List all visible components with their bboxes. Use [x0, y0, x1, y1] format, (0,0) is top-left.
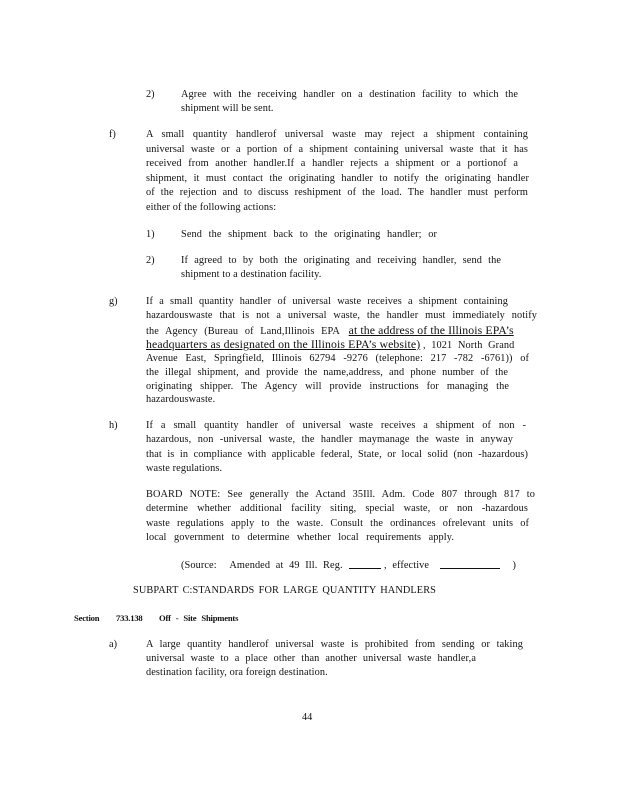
section-number: 733.138 — [116, 613, 143, 623]
item-g-line-4 — [146, 337, 514, 353]
item-g-line-6: the illegal shipment, and provide the name,address, and phone number of the — [146, 367, 508, 378]
item-f-line-1: A small quantity handlerof universal waste may reject a shipment containing — [146, 129, 528, 140]
item-label-f: f) — [109, 129, 116, 140]
subpart-heading: SUBPART C:STANDARDS FOR LARGE QUANTITY HANDLERS — [133, 585, 436, 596]
inserted-text-epa-address: at the address of the Illinois EPA’s — [348, 323, 514, 337]
item-label-2: 2) — [146, 89, 155, 100]
board-note-line-2: determine whether additional facility siting, special waste, or non -hazardous — [146, 503, 528, 514]
item-f-sub-2-line-1: If agreed to by both the originating and receiving handler, send the — [181, 255, 501, 266]
source-effective: , effective — [384, 560, 430, 571]
item-f-line-6: either of the following actions: — [146, 202, 277, 213]
item-h-line-2: hazardous, non -universal waste, the handler maymanage the waste in anyway — [146, 434, 513, 445]
source-prefix: (Source: — [181, 560, 217, 571]
inserted-text-epa-website: headquarters as designated on the Illinois EPA’s website) — [146, 337, 421, 351]
item-a-line-3: destination facility, ora foreign destination. — [146, 667, 328, 678]
item-a-line-2: universal waste to a place other than another universal waste handler,a — [146, 653, 476, 664]
item-f-sub-2-line-2: shipment to a destination facility. — [181, 269, 322, 280]
source-note — [181, 558, 516, 573]
item-g-line-8: hazardouswaste. — [146, 394, 216, 405]
item-2-line-2: shipment will be sent. — [181, 103, 274, 114]
effective-date-blank — [440, 558, 500, 569]
item-g-line-7: originating shipper. The Agency will provide instructions for managing the — [146, 381, 509, 392]
item-h-line-1: If a small quantity handler of universal waste receives a shipment of non - — [146, 420, 526, 431]
item-g-line-5: Avenue East, Springfield, Illinois 62794 -9276 (telephone: 217 -782 -6761)) of — [146, 353, 529, 364]
item-g-line-1: If a small quantity handler of universal waste receives a shipment containing — [146, 296, 508, 307]
item-a-line-1: A large quantity handlerof universal waste is prohibited from sending or taking — [146, 639, 523, 650]
item-label-a: a) — [109, 639, 117, 650]
item-f-sub-1-line-1: Send the shipment back to the originating handler; or — [181, 229, 437, 240]
item-g-line-2: hazardouswaste that is not a universal waste, the handler must immediately notify — [146, 310, 537, 321]
board-note-line-4: local government to determine whether local requirements apply. — [146, 532, 454, 543]
item-f-line-3: received from another handler.If a handler rejects a shipment or a portionof a — [146, 158, 518, 169]
item-2-line-1: Agree with the receiving handler on a destination facility to which the — [181, 89, 518, 100]
page-number: 44 — [302, 712, 313, 723]
item-g-line-4-part-2: , 1021 North Grand — [422, 340, 515, 351]
section-word: Section — [74, 613, 100, 623]
source-amended: Amended at 49 Ill. Reg. — [229, 560, 343, 571]
item-h-line-4: waste regulations. — [146, 463, 223, 474]
section-title: Off - Site Shipments — [159, 613, 239, 623]
item-f-line-4: shipment, it must contact the originating handler to notify the originating handler — [146, 173, 529, 184]
board-note-line-3: waste regulations apply to the waste. Consult the ordinances ofrelevant units of — [146, 518, 529, 529]
item-h-line-3: that is in compliance with applicable federal, State, or local solid (non -hazardous) — [146, 449, 528, 460]
board-note-line-1: BOARD NOTE: See generally the Actand 35Ill. Adm. Code 807 through 817 to — [146, 489, 535, 500]
item-f-sub-label-2: 2) — [146, 255, 155, 266]
item-f-sub-label-1: 1) — [146, 229, 155, 240]
source-close: ) — [512, 560, 516, 571]
item-g-line-3-part-1: the Agency (Bureau of Land,Illinois EPA — [146, 326, 340, 337]
item-f-line-2: universal waste or a portion of a shipment containing universal waste that it has — [146, 144, 528, 155]
item-label-h: h) — [109, 420, 118, 431]
item-f-line-5: of the rejection and to discuss reshipment of the load. The handler must perform — [146, 187, 528, 198]
reg-number-blank — [349, 558, 381, 569]
item-label-g: g) — [109, 296, 118, 307]
